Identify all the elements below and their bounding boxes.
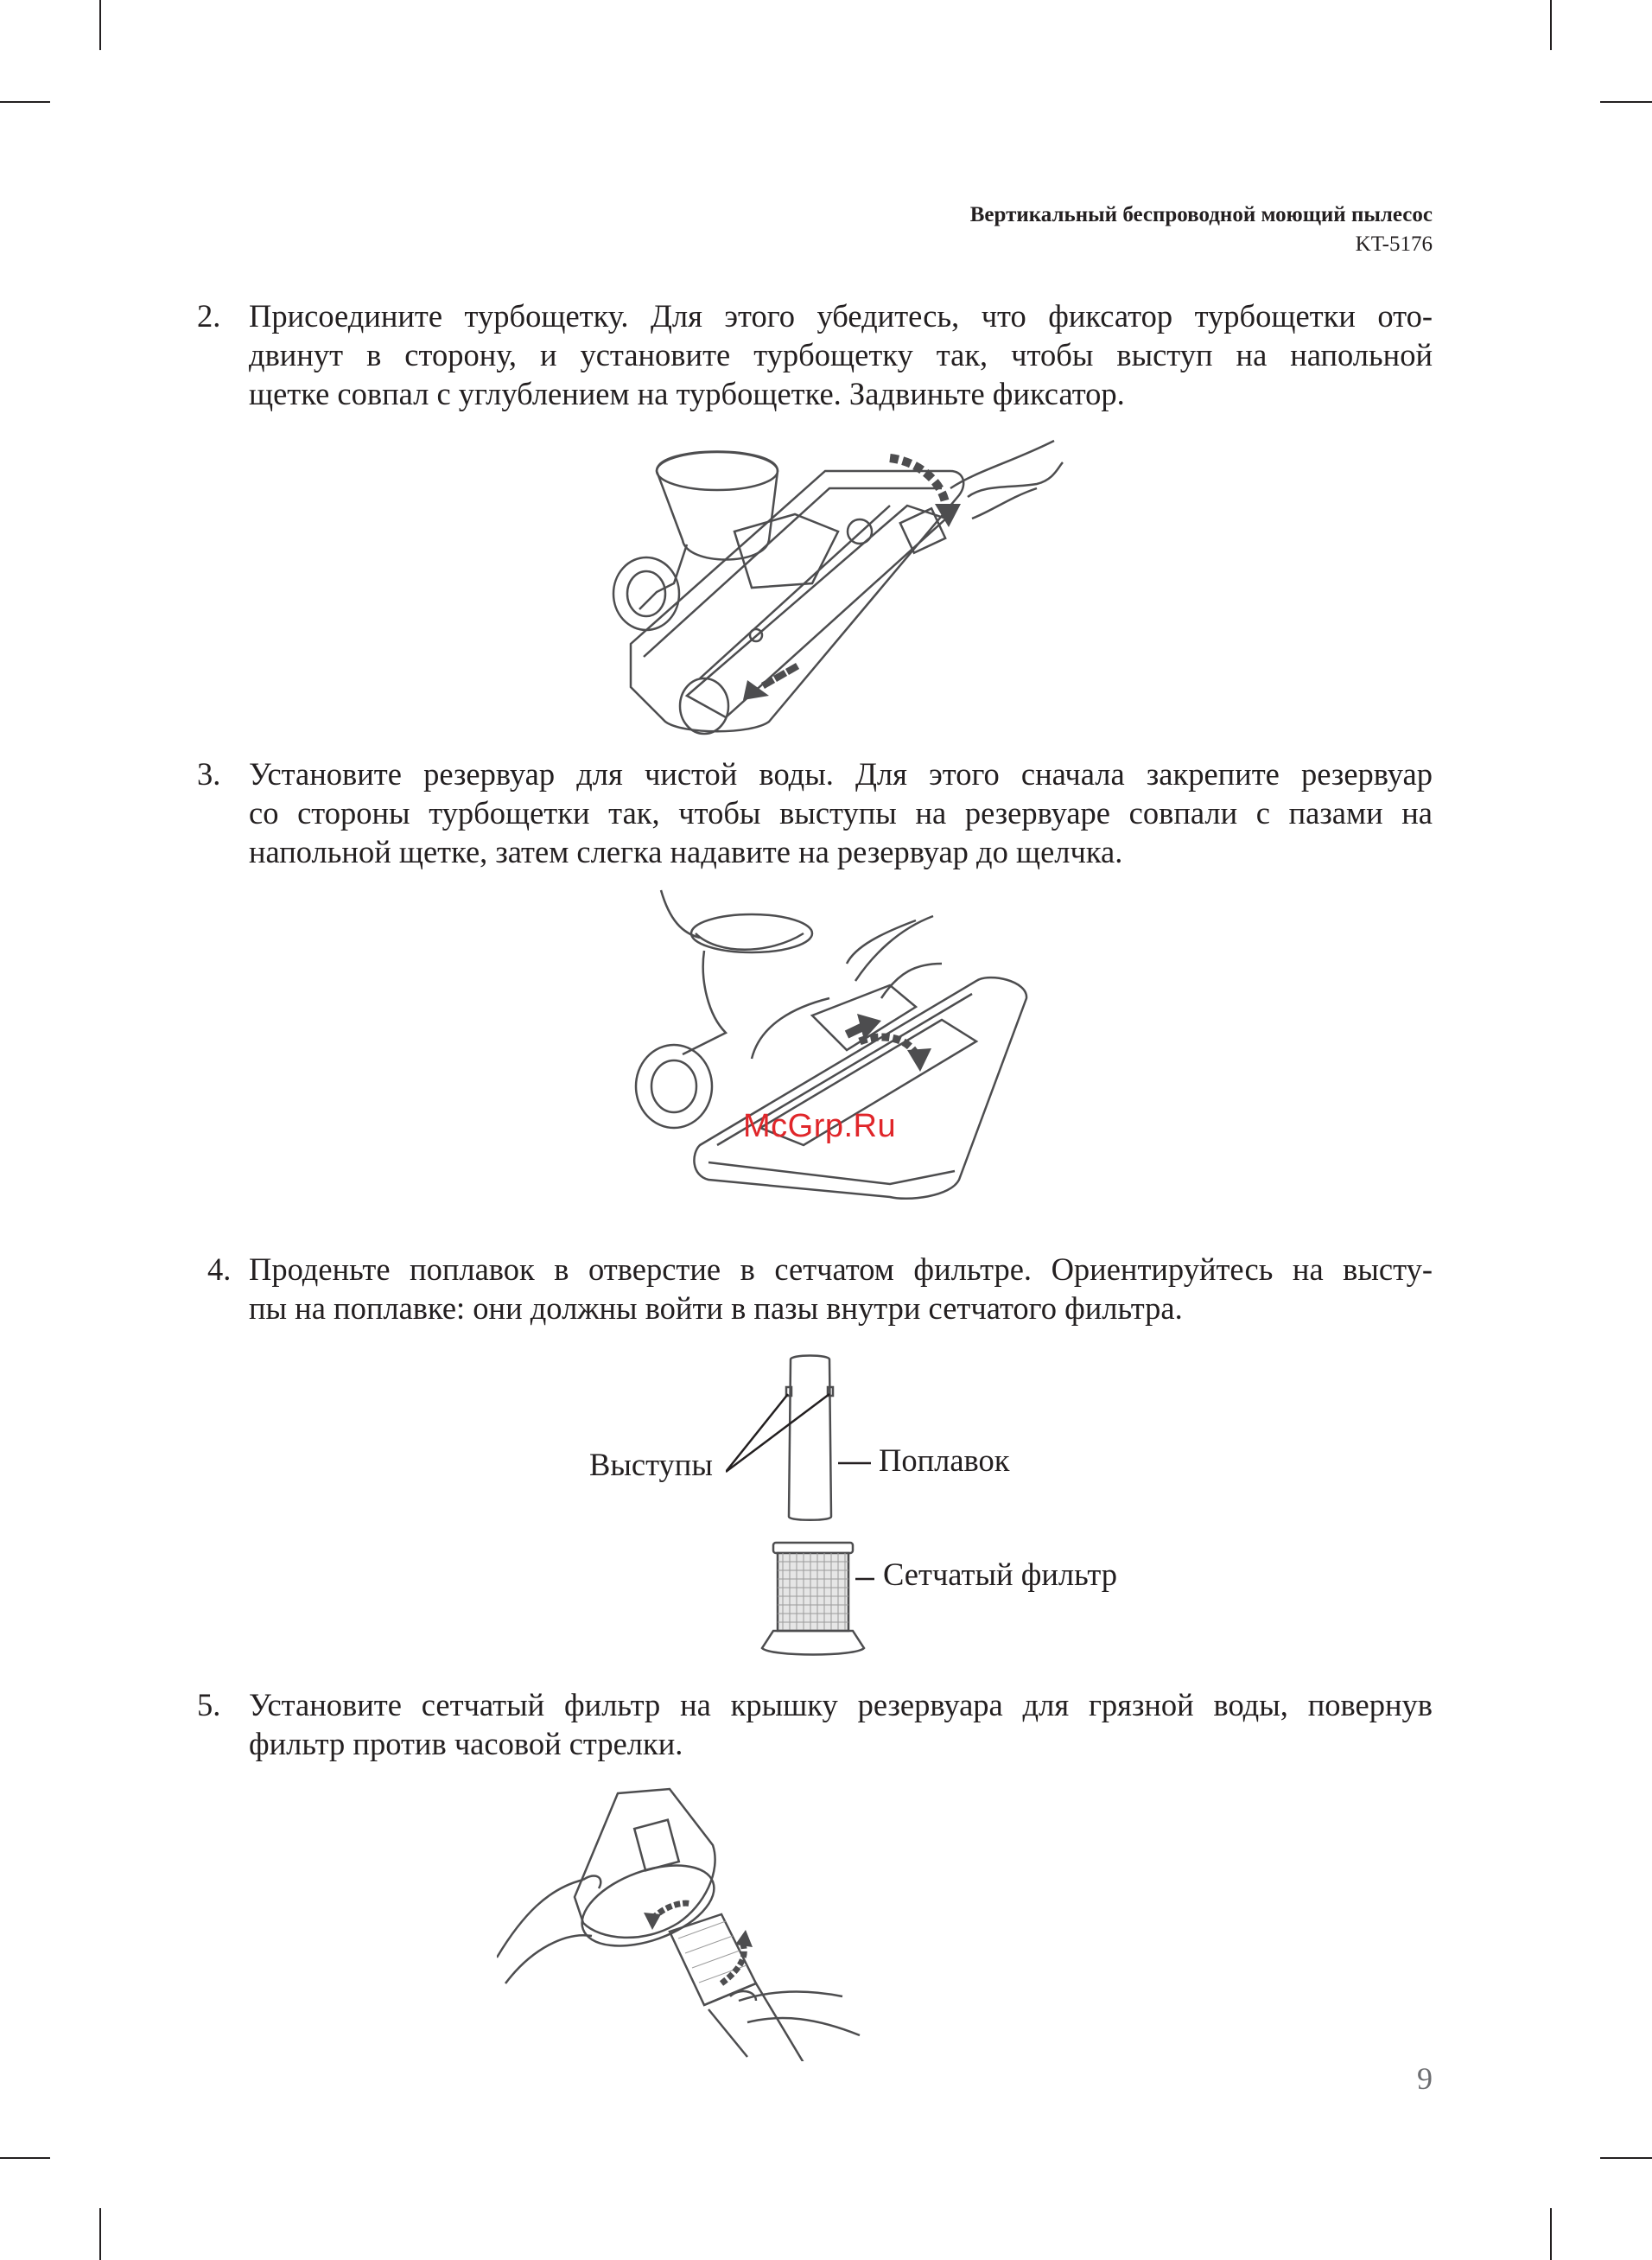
crop-mark — [1600, 101, 1652, 103]
filter-on-lid-illustration — [497, 1785, 877, 2061]
step-5 — [197, 1685, 1433, 1763]
watermark: McGrp.Ru — [743, 1108, 897, 1144]
page-number: 9 — [1417, 2061, 1433, 2096]
step-2 — [197, 296, 1433, 413]
clean-water-tank-illustration — [631, 886, 1045, 1214]
step-number: 4. — [207, 1251, 232, 1287]
step-text-line: Установите резервуар для чистой воды. Для этого сначала закрепите резервуар — [249, 756, 1433, 792]
crop-mark — [99, 2208, 101, 2260]
turbo-brush-illustration — [605, 436, 1071, 739]
step-text-line: щетке совпал с углублением на турбощетке. Задвиньте фиксатор. — [249, 376, 1125, 411]
crop-mark — [0, 101, 50, 103]
crop-mark — [1550, 0, 1552, 50]
step-text-line: напольной щетке, затем слегка надавите на резервуар до щелчка. — [249, 834, 1123, 869]
header-title: Вертикальный беспроводной моющий пылесос — [969, 203, 1433, 226]
step-text-line: пы на поплавке: они должны войти в пазы внутри сетчатого фильтра. — [249, 1290, 1183, 1326]
crop-mark — [99, 0, 101, 50]
step-3 — [197, 754, 1433, 871]
crop-mark — [1550, 2208, 1552, 2260]
step-text-line: Установите сетчатый фильтр на крышку резервуара для грязной воды, повернув — [249, 1687, 1433, 1722]
label-mesh-filter: Сетчатый фильтр — [883, 1557, 1117, 1592]
step-text-line: Присоедините турбощетку. Для этого убедитесь, что фиксатор турбощетки ото- — [249, 298, 1433, 334]
step-text-line: со стороны турбощетки так, чтобы выступы на резервуаре совпали с пазами на — [249, 795, 1433, 831]
crop-mark — [1600, 2157, 1652, 2159]
step-text-line: двинут в сторону, и установите турбощетку так, чтобы выступ на напольной — [249, 337, 1433, 372]
step-4 — [197, 1250, 1433, 1327]
step-number: 5. — [197, 1687, 221, 1722]
running-header — [970, 201, 1433, 259]
float-and-filter-diagram — [726, 1353, 899, 1672]
step-text-line: Проденьте поплавок в отверстие в сетчатом фильтре. Ориентируйтесь на высту- — [249, 1251, 1433, 1287]
step-text-line: фильтр против часовой стрелки. — [249, 1726, 683, 1761]
label-float: Поплавок — [879, 1442, 1010, 1478]
header-model: KT-5176 — [1355, 232, 1433, 256]
step-number: 2. — [197, 298, 221, 334]
crop-mark — [0, 2157, 50, 2159]
label-protrusions: Выступы — [589, 1447, 713, 1482]
step-number: 3. — [197, 756, 221, 792]
